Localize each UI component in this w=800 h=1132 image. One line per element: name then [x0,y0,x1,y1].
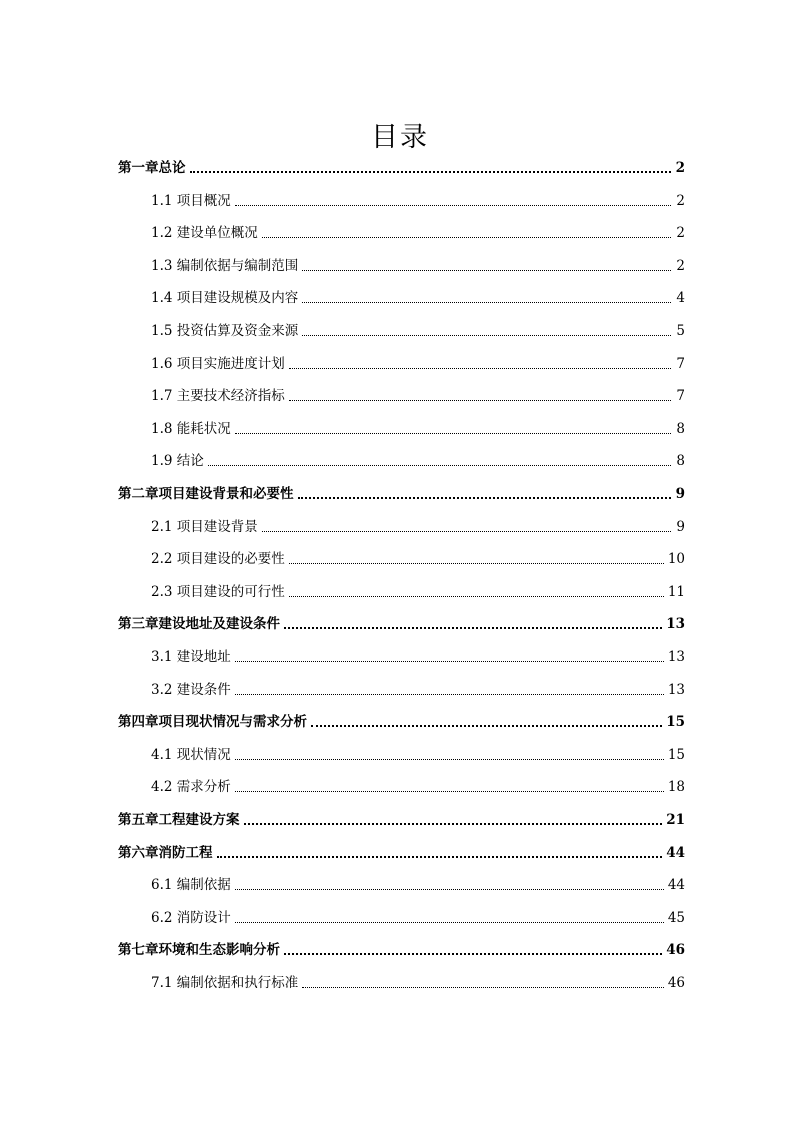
toc-section-entry[interactable] [151,904,685,928]
toc-leader-dots [235,888,664,890]
toc-leader-dots [217,855,663,858]
toc-section-entry[interactable] [151,415,685,439]
toc-chapter-entry[interactable] [118,154,685,178]
toc-entry-label: 7.1 编制依据和执行标准 [151,975,299,991]
toc-entry-label: 第一章总论 [118,160,186,176]
toc-section-entry[interactable] [151,252,685,276]
toc-page-number: 45 [667,909,685,926]
toc-leader-dots [311,724,662,727]
toc-entry-label: 第二章项目建设背景和必要性 [118,486,294,502]
toc-entry-label: 2.1 项目建设背景 [151,518,258,535]
toc-section-entry[interactable] [151,350,685,374]
toc-section-entry[interactable] [151,676,685,700]
toc-page-number: 21 [666,812,685,828]
toc-entry-label: 4.1 现状情况 [151,746,231,763]
toc-entry-label: 6.1 编制依据 [151,877,231,894]
toc-page-number: 8 [676,420,685,437]
toc-page-number: 13 [667,681,685,698]
toc-entry-label: 4.2 需求分析 [151,779,231,796]
toc-page-number: 2 [676,192,685,209]
toc-leader-dots [235,693,664,695]
toc-leader-dots [289,367,671,369]
toc-leader-dots [235,921,664,923]
toc-page-number: 44 [666,844,685,861]
toc-page-number: 5 [676,323,685,339]
toc-chapter-entry[interactable] [118,610,685,634]
toc-entry-label: 1.3 编制依据与编制范围 [151,257,299,274]
toc-page-number: 8 [676,453,685,470]
toc-page-number: 7 [676,355,685,372]
toc-page-number: 2 [675,160,685,176]
toc-leader-dots [208,464,671,466]
toc-entry-label: 第五章工程建设方案 [118,812,240,828]
toc-leader-dots [262,530,671,532]
toc-entry-label: 2.3 项目建设的可行性 [151,583,285,600]
toc-leader-dots [289,562,664,564]
toc-leader-dots [235,432,671,434]
toc-section-entry[interactable] [151,578,685,602]
toc-leader-dots [298,496,672,499]
toc-entry-label: 1.5 投资估算及资金来源 [151,323,299,339]
toc-entry-label: 第七章环境和生态影响分析 [118,942,280,959]
toc-leader-dots [262,236,671,238]
toc-page-number: 4 [676,290,685,307]
toc-page-number: 2 [676,225,685,242]
toc-leader-dots [289,595,664,597]
toc-section-entry[interactable] [151,969,685,993]
toc-entry-label: 1.9 结论 [151,453,204,470]
toc-leader-dots [302,269,671,271]
toc-section-entry[interactable] [151,187,685,211]
toc-page-number: 18 [667,779,685,796]
toc-chapter-entry[interactable] [118,708,685,732]
toc-leader-dots [302,986,664,988]
toc-section-entry[interactable] [151,513,685,537]
toc-page-number: 9 [675,486,685,502]
toc-entry-label: 3.2 建设条件 [151,681,231,698]
toc-entry-label: 1.2 建设单位概况 [151,225,258,242]
toc-page-number: 15 [666,714,685,731]
toc-leader-dots [244,822,663,825]
toc-leader-dots [190,170,672,173]
toc-entry-label: 第四章项目现状情况与需求分析 [118,714,307,731]
toc-section-entry[interactable] [151,643,685,667]
toc-section-entry[interactable] [151,447,685,471]
toc-page-number: 7 [676,388,685,405]
toc-section-entry[interactable] [151,317,685,341]
toc-leader-dots [302,334,671,336]
toc-page-number: 13 [666,616,685,633]
toc-section-entry[interactable] [151,545,685,569]
toc-chapter-entry[interactable] [118,839,685,863]
toc-section-entry[interactable] [151,871,685,895]
toc-entry-label: 1.4 项目建设规模及内容 [151,290,299,307]
toc-entry-label: 第六章消防工程 [118,844,213,861]
toc-leader-dots [289,399,671,401]
toc-entry-label: 2.2 项目建设的必要性 [151,551,285,568]
toc-entry-label: 第三章建设地址及建设条件 [118,616,280,633]
toc-page-number: 11 [667,583,685,600]
toc-leader-dots [284,952,662,955]
toc-page-number: 13 [667,649,685,665]
toc-entry-label: 3.1 建设地址 [151,649,231,665]
toc-entry-label: 6.2 消防设计 [151,909,231,926]
toc-section-entry[interactable] [151,741,685,765]
toc-leader-dots [235,790,664,792]
toc-leader-dots [235,204,671,206]
toc-chapter-entry[interactable] [118,480,685,504]
toc-page-number: 46 [667,975,685,991]
toc-section-entry[interactable] [151,284,685,308]
toc-page-number: 15 [667,746,685,763]
page-title: 目录 [371,122,429,153]
toc-page-number: 46 [666,942,685,959]
toc-leader-dots [235,758,664,760]
toc-leader-dots [235,660,664,662]
toc-page-number: 44 [667,877,685,894]
toc-leader-dots [284,626,662,629]
toc-page-number: 9 [676,518,685,535]
toc-entry-label: 1.8 能耗状况 [151,420,231,437]
toc-entry-label: 1.6 项目实施进度计划 [151,355,285,372]
toc-entry-label: 1.1 项目概况 [151,192,231,209]
toc-section-entry[interactable] [151,773,685,797]
toc-section-entry[interactable] [151,382,685,406]
toc-chapter-entry[interactable] [118,936,685,960]
toc-leader-dots [302,301,671,303]
toc-chapter-entry[interactable] [118,806,685,830]
toc-page-number: 10 [667,551,685,568]
toc-entry-label: 1.7 主要技术经济指标 [151,388,285,405]
toc-section-entry[interactable] [151,219,685,243]
toc-page-number: 2 [676,257,685,274]
